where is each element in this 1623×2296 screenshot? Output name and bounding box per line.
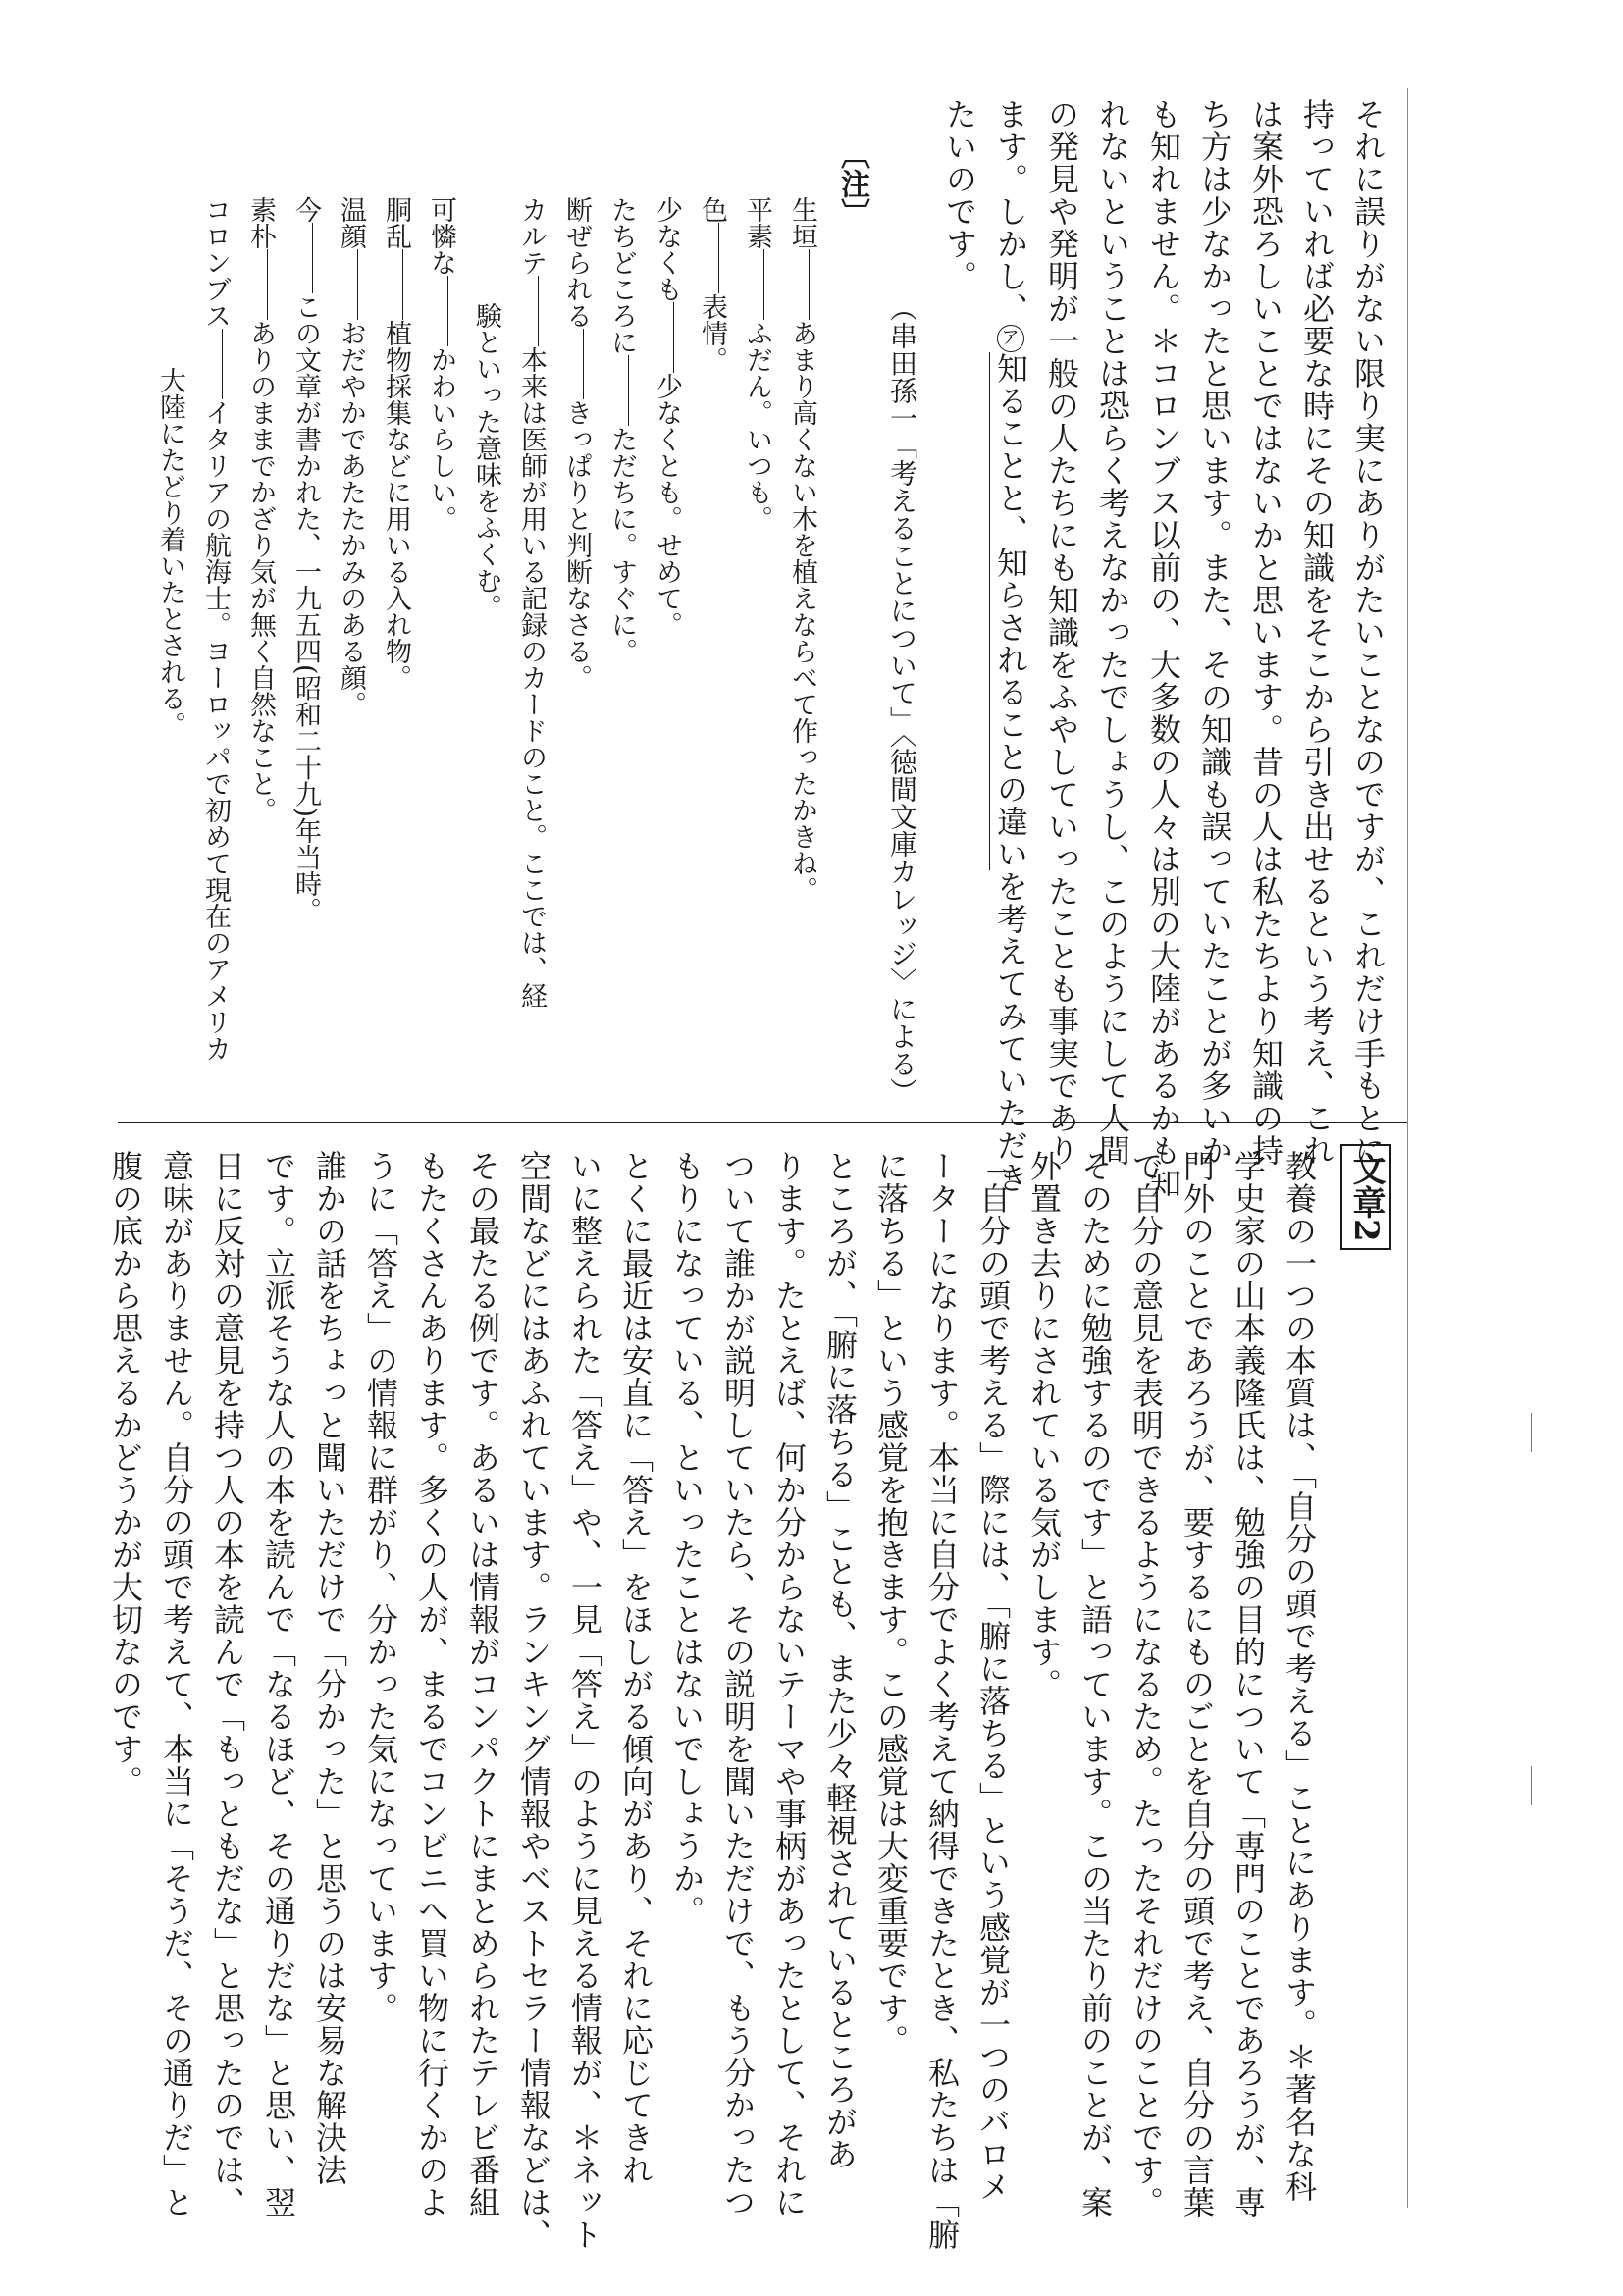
text-column: も知れません。＊コロンブス以前の、大多数の人々は別の大陸があるかも知: [1145, 98, 1182, 1199]
text-segment: を考えてみていただき: [992, 870, 1029, 1194]
note-item: [553, 196, 599, 1099]
text-column: そのために勉強するのです」と語っています。この当たり前のことが、案: [1076, 1150, 1114, 2218]
note-item: [237, 196, 283, 1099]
note-term: 温顔: [336, 196, 366, 249]
note-dash: [673, 302, 674, 373]
text-column: 「自分の頭で考える」際には、「腑に落ちる」という感覚が一つのバロメ: [974, 1150, 1012, 2203]
text-column: それに誤りがない限り実にありがたいことなのですが、これだけ手もとに: [1349, 98, 1387, 1167]
note-item: [734, 196, 779, 1099]
note-item: [328, 196, 373, 1099]
underlined-phrase: 知ることと、知らされることの違い: [989, 352, 1029, 870]
note-definition: おだやかであたたかみのある顔。: [336, 320, 366, 717]
note-term: 今: [290, 196, 321, 223]
note-term: コロンブス: [200, 196, 231, 329]
text-column: その最たる例です。あるいは情報がコンパクトにまとめられたテレビ番組: [464, 1150, 501, 2218]
note-dash: [222, 329, 223, 399]
note-dash: [447, 276, 448, 346]
note-item: [689, 196, 734, 1099]
note-definition: ただちに。すぐに。: [606, 426, 637, 664]
note-dash: [628, 355, 629, 426]
text-column: たいのです。: [941, 98, 978, 292]
text-column: で自分の意見を表明できるようになるため。たったそれだけのことです。: [1127, 1150, 1165, 2218]
text-column: ち方は少なかったと思います。また、その知識も誤っていたことが多いか: [1196, 98, 1233, 1167]
note-item: [599, 196, 644, 1099]
note-item: [644, 196, 689, 1099]
text-column: の発見や発明が一般の人たちにも知識をふやしていったことも事実であり: [1043, 98, 1080, 1167]
note-dash: [583, 329, 584, 399]
text-column: とくに最近は安直に「答え」をほしがる傾向があり、それに応じてきれ: [617, 1150, 654, 2186]
note-term: 色: [697, 196, 727, 223]
note-dash: [763, 249, 764, 320]
note-dash: [718, 223, 719, 293]
section2-label: 文章2: [1340, 1144, 1391, 1250]
note-definition: きっぱりと判断なさる。: [561, 399, 592, 691]
section2-passage: [107, 1150, 1325, 2251]
note-term: 胴乱: [381, 196, 411, 249]
text-segment: ます。しかし、: [992, 98, 1029, 325]
text-column: れないということは恐らく考えなかったでしょうし、このようにして人間: [1094, 98, 1131, 1167]
question-marker: ア: [997, 325, 1024, 352]
text-column: 学史家の山本義隆氏は、勉強の目的について「専門のことであろうが、専: [1230, 1150, 1267, 2218]
notes-list: [118, 196, 824, 1099]
note-definition: あまり高くない木を植えならべて作ったかきね。: [787, 320, 817, 903]
note-dash: [402, 249, 403, 320]
note-definition: 表情。: [697, 293, 727, 373]
note-definition: ありのままでかざり気が無く自然なこと。: [245, 320, 276, 823]
section-divider: [118, 1122, 1407, 1123]
page-edge-rule: [1407, 88, 1408, 2208]
margin-tick: [1531, 1766, 1532, 1805]
text-column: です。立派そうな人の本を読んで「なるほど、その通りだな」と思い、翌: [260, 1150, 297, 2218]
note-definition: ふだん。いつも。: [742, 320, 772, 532]
note-definition: イタリアの航海士。ヨーロッパで初めて現在のアメリカ: [200, 399, 231, 1062]
text-column: 誰かの話をちょっと聞いただけで「分かった」と思うのは安易な解決法: [311, 1150, 348, 2186]
text-column: ところが、「腑に落ちる」ことも、また少々軽視されているところがあ: [821, 1150, 859, 2170]
text-column: ります。たとえば、何か分からないテーマや事柄があったとして、それに: [770, 1150, 808, 2218]
note-continuation: 験といった意味をふくむ。: [471, 302, 501, 620]
text-column: 空間などにはあふれています。ランキング情報やベストセラー情報などは、: [515, 1150, 552, 2251]
margin-tick: [1531, 1413, 1532, 1452]
note-dash: [357, 249, 358, 320]
note-dash: [312, 223, 313, 293]
text-column: に落ちる」という感覚を抱きます。この感覚は大変重要です。: [872, 1150, 910, 2057]
note-item: [779, 196, 824, 1099]
note-item: [283, 196, 328, 1099]
note-item: [373, 196, 418, 1099]
text-column: うに「答え」の情報に群がり、分かった気になっています。: [362, 1150, 399, 2024]
note-definition: 植物採集などに用いる入れ物。: [381, 320, 411, 691]
text-column: は案外恐ろしいことではないかと思います。昔の人は私たちより知識の持: [1247, 98, 1284, 1167]
note-term: たちどころに: [606, 196, 637, 355]
note-item: [418, 196, 463, 1099]
note-term: 可憐な: [426, 196, 456, 276]
note-term: 少なくも: [652, 196, 682, 302]
text-column: [985, 98, 1036, 1194]
note-term: 生垣: [787, 196, 817, 249]
text-column: 教養の一つの本質は、「自分の頭で考える」ことにあります。＊著名な科: [1281, 1150, 1318, 2203]
text-column: ーターになります。本当に自分でよく考えて納得できたとき、私たちは「腑: [923, 1150, 961, 2251]
note-item: [508, 196, 553, 1099]
text-column: 日に反対の意見を持つ人の本を読んで「もっともだな」と思ったのでは、: [209, 1150, 246, 2218]
notes-heading: 〔注〕: [835, 139, 869, 228]
text-column: 腹の底から思えるかどうかが大切なのです。: [107, 1150, 144, 1798]
text-column: 持っていれば必要な時にその知識をそこから引き出せるという考え、これ: [1298, 98, 1335, 1167]
note-term: 断ぜられる: [561, 196, 592, 329]
note-dash: [538, 276, 539, 346]
note-dash: [809, 249, 810, 320]
text-column: 門外のことであろうが、要するにものごとを自分の頭で考え、自分の言葉: [1178, 1150, 1216, 2218]
note-continuation: 大陸にたどり着いたとされる。: [155, 367, 185, 738]
note-definition: 少なくとも。せめて。: [652, 373, 682, 638]
note-definition: かわいらしい。: [426, 346, 456, 532]
note-definition: 本来は医師が用いる記録のカードのこと。ここでは、経: [516, 346, 547, 1009]
note-term: 平素: [742, 196, 772, 249]
text-column: ついて誰かが説明していたら、その説明を聞いただけで、もう分かったつ: [719, 1150, 757, 2218]
note-item: [192, 196, 237, 1099]
text-column: 外置き去りにされている気がします。: [1025, 1150, 1063, 1700]
note-term: 素朴: [245, 196, 276, 249]
note-definition: この文章が書かれた、一九五四(昭和二十九)年当時。: [290, 293, 321, 924]
note-term: カルテ: [516, 196, 547, 276]
text-column: 意味がありません。自分の頭で考えて、本当に「そうだ、その通りだ」と: [158, 1150, 195, 2218]
text-column: もりになっている、といったことはないでしょうか。: [668, 1150, 706, 1927]
note-dash: [267, 249, 268, 320]
text-column: いに整えられた「答え」や、一見「答え」のように見える情報が、＊ネット: [566, 1150, 603, 2251]
text-column: もたくさんあります。多くの人が、まるでコンビニへ買い物に行くかのよ: [413, 1150, 450, 2218]
citation: （串田孫一「考えることについて」〈徳間文庫カレッジ〉による）: [886, 294, 918, 1105]
